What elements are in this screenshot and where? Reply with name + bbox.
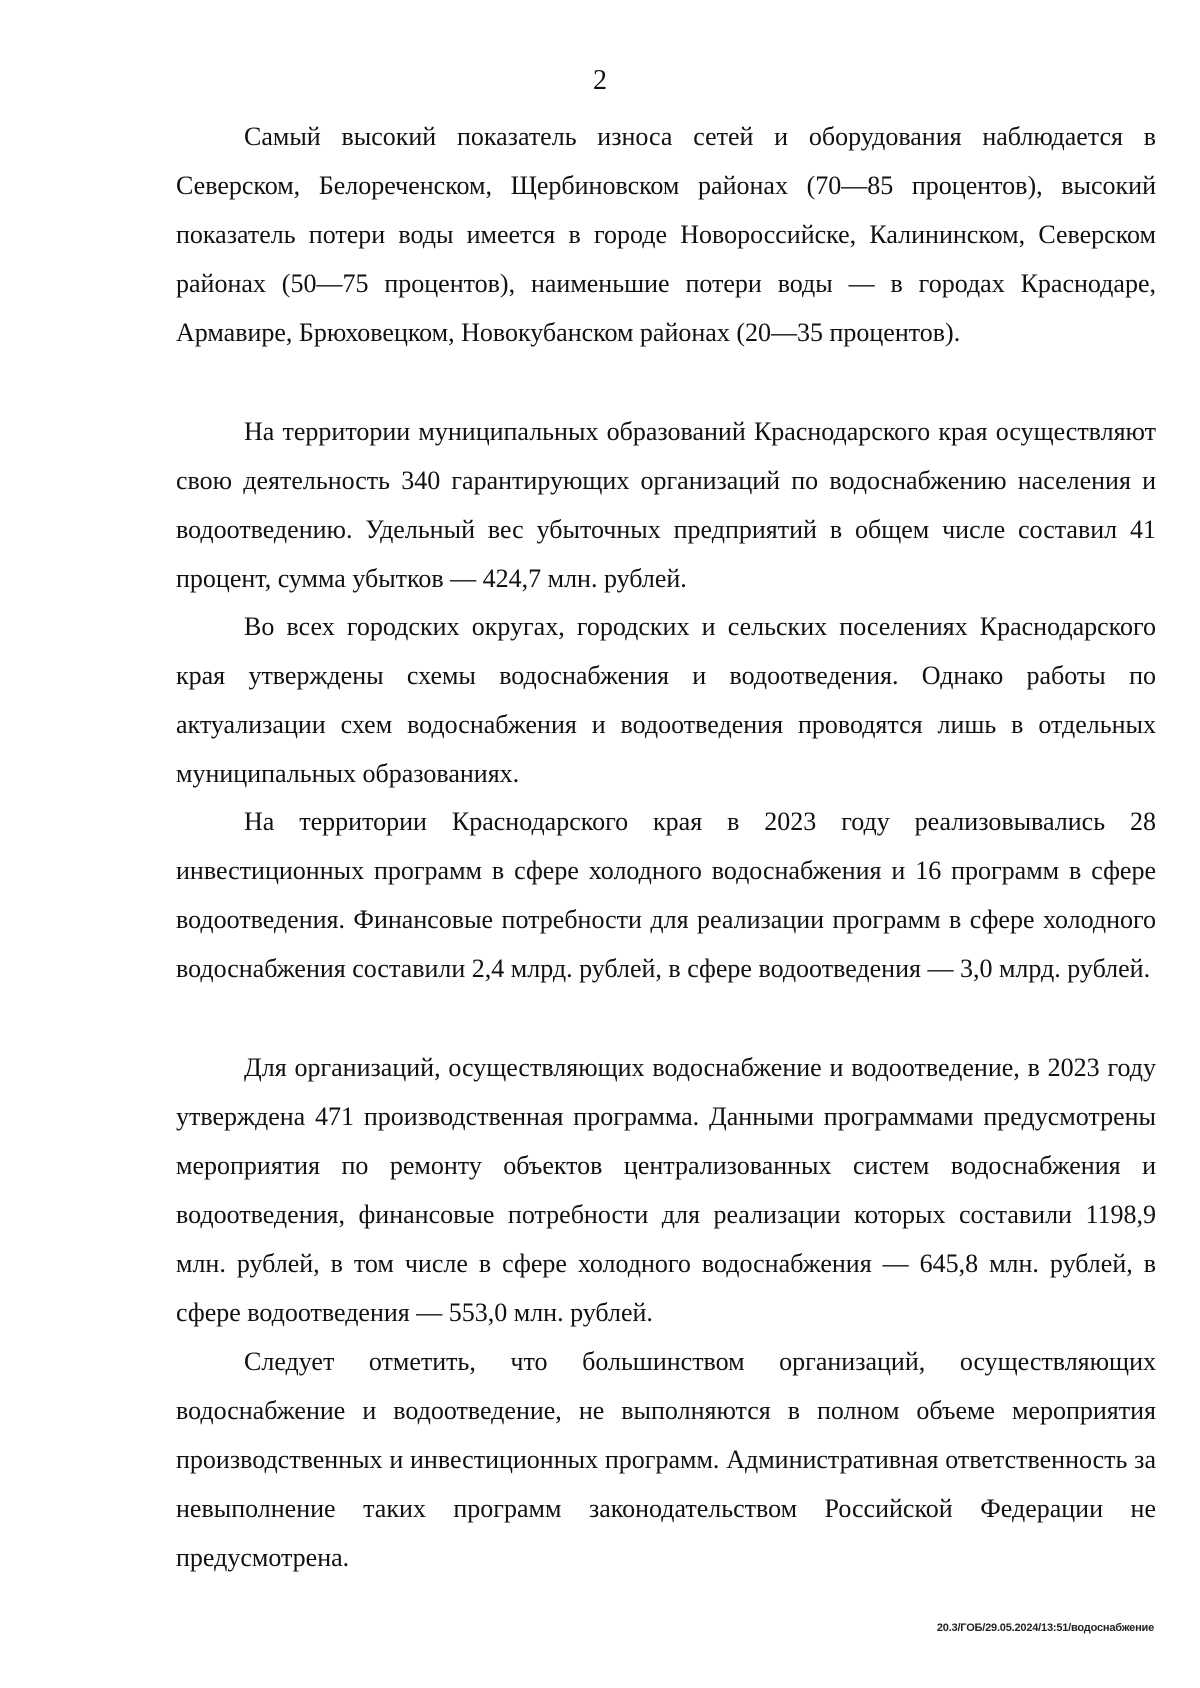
document-footer-code: 20.3/ГОБ/29.05.2024/13:51/водоснабжение [936,1622,1154,1634]
paragraph-investment-programs: На территории Краснодарского края в 2023 году реализовывались 28 инвестиционных программ в сфере холодного водоснабжения и 16 программ в сфере водоотведения. Финансовые потребности для реализации программ в сфере холодного водоснабжения составили 2,4 млрд. рублей, в сфере водоотведения — 3,0 млрд. рублей. [176,807,1156,983]
paragraph-guaranteeing-organizations: На территории муниципальных образований Краснодарского края осуществляют свою деятельность 340 гарантирующих организаций по водоснабжению населения и водоотведению. Удельный вес убыточных предприятий в общем числе составил 41 процент, сумма убытков — 424,7 млн. рублей. [176,417,1156,593]
paragraph-administrative-responsibility: Следует отметить, что большинством организаций, осуществляющих водоснабжение и водоотведение, не выполняются в полном объеме мероприятия производственных и инвестиционных программ. Административная ответственность за невыполнение таких программ законодательством Российской Федерации не предусмотрена. [176,1347,1156,1572]
paragraph-network-wear: Самый высокий показатель износа сетей и оборудования наблюдается в Северском, Белореченском, Щербиновском районах (70—85 процентов), высокий показатель потери воды имеется в городе Новороссийске, Калининском, Северском районах (50—75 процентов), наименьшие потери воды — в городах Краснодаре, Армавире, Брюховецком, Новокубанском районах (20—35 процентов). [176,122,1156,347]
paragraph-production-programs: Для организаций, осуществляющих водоснабжение и водоотведение, в 2023 году утверждена 471 производственная программа. Данными программами предусмотрены мероприятия по ремонту объектов централизованных систем водоснабжения и водоотведения, финансовые потребности для реализации которых составили 1198,9 млн. рублей, в том числе в сфере холодного водоснабжения — 645,8 млн. рублей, в сфере водоотведения — 553,0 млн. рублей. [176,1053,1156,1327]
page-number: 2 [593,65,607,96]
paragraph-water-supply-schemes: Во всех городских округах, городских и сельских поселениях Краснодарского края утверждены схемы водоснабжения и водоотведения. Однако работы по актуализации схем водоснабжения и водоотведения проводятся лишь в отдельных муниципальных образованиях. [176,612,1156,788]
